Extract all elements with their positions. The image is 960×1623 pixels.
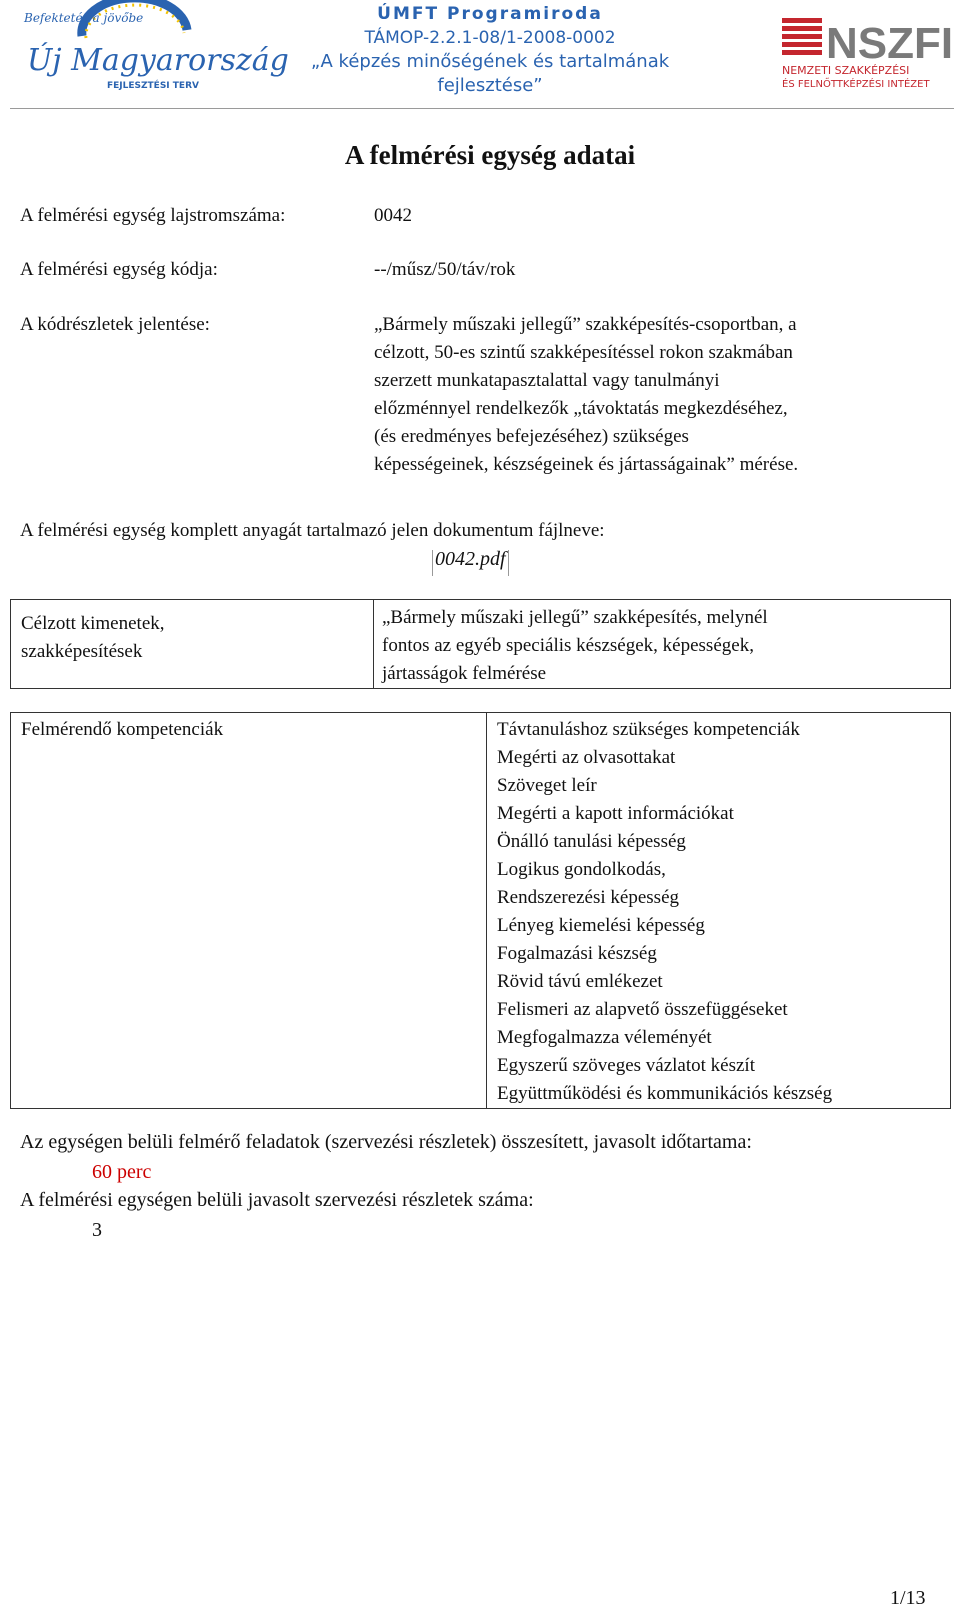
meaning-line: szerzett munkatapasztalattal vagy tanulmányi [374, 370, 720, 391]
competency-item: Logikus gondolkodás, [497, 859, 666, 880]
competency-item: Felismeri az alapvető összefüggéseket [497, 999, 788, 1020]
targets-label [11, 600, 374, 689]
meaning-text [374, 311, 934, 479]
meaning-line: (és eredményes befejezéséhez) szükséges [374, 426, 689, 447]
registration-value: 0042 [374, 205, 412, 226]
project-header-text [270, 2, 710, 98]
competency-item: Egyszerű szöveges vázlatot készít [497, 1055, 755, 1076]
file-label: A felmérési egység komplett anyagát tartalmazó jelen dokumentum fájlneve: [20, 520, 605, 541]
competency-item: Megérti az olvasottakat [497, 747, 676, 768]
svg-text:FEJLESZTÉSI TERV: FEJLESZTÉSI TERV [107, 81, 199, 91]
targets-label-line: szakképesítések [21, 641, 143, 662]
meaning-line: előzménnyel rendelkezők „távoktatás megkezdéséhez, [374, 398, 788, 419]
competency-item: Önálló tanulási képesség [497, 831, 686, 852]
code-value: --/műsz/50/táv/rok [374, 259, 516, 280]
competency-item: Megfogalmazza véleményét [497, 1027, 712, 1048]
file-name: 0042.pdf [435, 548, 506, 570]
registration-label: A felmérési egység lajstromszáma: [20, 205, 286, 226]
meaning-line: képességeinek, készségeinek és jártasságainak” mérése. [374, 454, 799, 475]
svg-text:Befektetés a jövőbe: Befektetés a jövőbe [24, 11, 144, 25]
nszfi-logo [780, 12, 955, 90]
duration-label: Az egységen belüli felmérő feladatok (szervezési részletek) összesített, javasolt időtartama: [20, 1131, 752, 1153]
competency-item: Távtanuláshoz szükséges kompetenciák [497, 719, 800, 740]
competency-item: Rendszerezési képesség [497, 887, 680, 908]
competency-item: Rövid távú emlékezet [497, 971, 663, 992]
page-number: 1/13 [890, 1587, 926, 1609]
competencies-list [487, 713, 951, 1109]
part-count-value: 3 [92, 1219, 102, 1241]
meaning-label: A kódrészletek jelentése: [20, 314, 210, 335]
competency-item: Fogalmazási készség [497, 943, 657, 964]
header-divider [10, 108, 954, 109]
targets-value-line: fontos az egyéb speciális készségek, képességek, [382, 635, 754, 656]
duration-value: 60 perc [92, 1161, 152, 1183]
uj-magyarorszag-logo [22, 8, 289, 98]
svg-text:Új Magyarország: Új Magyarország [27, 43, 289, 78]
project-title-line1: „A képzés minőségének és tartalmának [310, 51, 670, 72]
targets-value-line: jártasságok felmérése [382, 663, 547, 684]
svg-text:NEMZETI SZAKKÉPZÉSI: NEMZETI SZAKKÉPZÉSI [782, 64, 910, 77]
competency-item: Együttműködési és kommunikációs készség [497, 1083, 833, 1104]
project-title-line2: fejlesztése” [437, 75, 543, 96]
meaning-line: „Bármely műszaki jellegű” szakképesítés-csoportban, a [374, 314, 797, 335]
svg-text:ÉS FELNŐTTKÉPZÉSI INTÉZET: ÉS FELNŐTTKÉPZÉSI INTÉZET [782, 79, 930, 90]
project-code: TÁMOP-2.2.1-08/1-2008-0002 [364, 28, 616, 48]
part-count-label: A felmérési egységen belüli javasolt szervezési részletek száma: [20, 1189, 534, 1211]
meaning-line: célzott, 50-es szintű szakképesítéssel rokon szakmában [374, 342, 793, 363]
page-title: A felmérési egység adatai [344, 140, 636, 170]
competency-item: Megérti a kapott információkat [497, 803, 734, 824]
code-label: A felmérési egység kódja: [20, 259, 218, 280]
svg-text:NSZFI: NSZFI [826, 19, 954, 68]
page-header [0, 0, 960, 110]
targets-label-line: Célzott kimenetek, [21, 613, 165, 634]
competency-item: Szöveget leír [497, 775, 597, 796]
targets-table [10, 599, 951, 689]
programiroda-label: ÚMFT Programiroda [377, 4, 603, 24]
competency-item: Lényeg kiemelési képesség [497, 915, 705, 936]
targets-value [374, 600, 951, 689]
targets-value-line: „Bármely műszaki jellegű” szakképesítés, melynél [382, 607, 768, 628]
competencies-table [10, 712, 951, 1109]
competencies-label: Felmérendő kompetenciák [11, 713, 487, 1109]
